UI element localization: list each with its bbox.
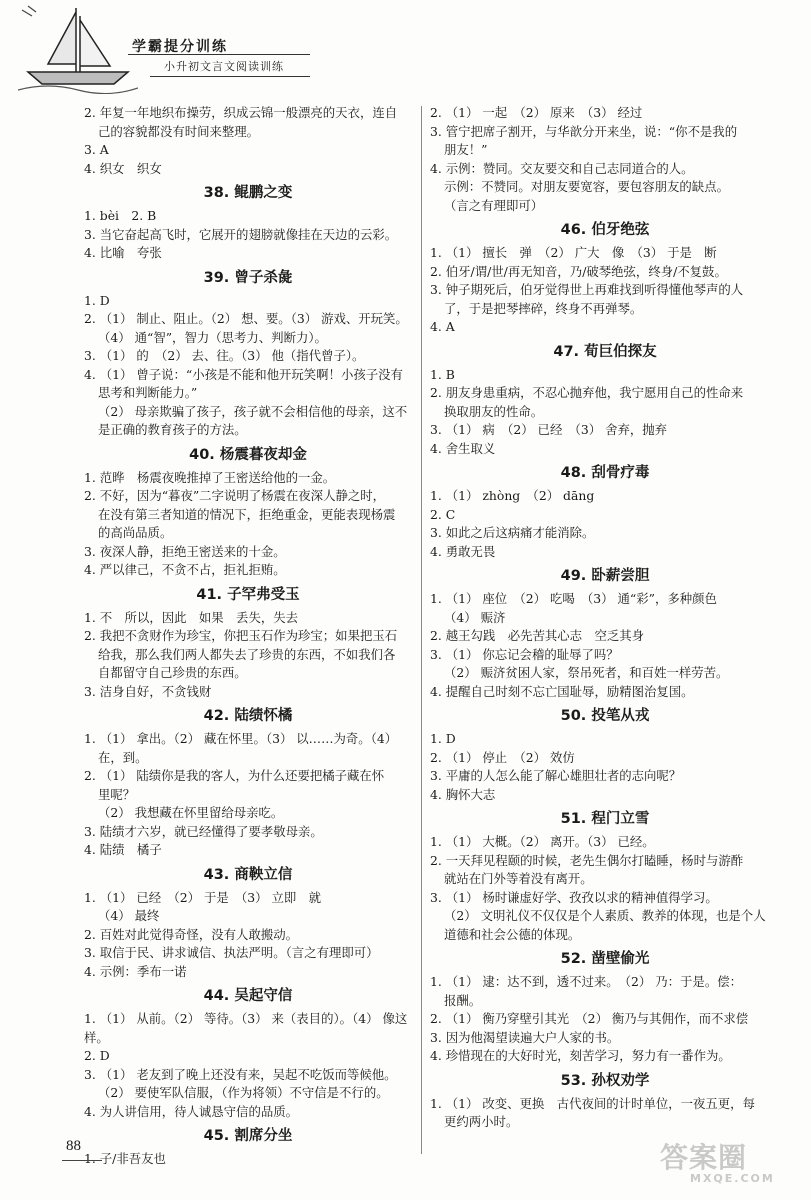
book-subtitle: 小升初文言文阅读训练 <box>164 60 284 73</box>
answer-line: 1. （1） zhòng （2） dāng <box>430 488 595 503</box>
answer-line: 4. 比喻 夸张 <box>84 245 162 260</box>
answer-line: 2. 百姓对此觉得奇怪，没有人敢搬动。 <box>84 926 299 942</box>
answer-line: 3. 管宁把席子割开，与华歆分开来坐，说：“你不是我的 <box>430 123 738 139</box>
answer-line: 2. C <box>430 506 456 522</box>
answer-line: 4. A <box>430 319 455 334</box>
answer-line: 己的容貌都没有时间来整理。 <box>98 123 260 139</box>
answer-line: （2） 我想藏在怀里留给母亲吃。 <box>98 805 284 820</box>
answer-line: 2. 我把不贪财作为珍宝，你把玉石作为珍宝；如果把玉石 <box>84 628 398 643</box>
answer-line: 报酬。 <box>444 992 482 1008</box>
answer-line: 1. D <box>84 292 110 308</box>
section-title: 51. 程门立雪 <box>560 811 650 827</box>
section-title: 39. 曾子杀彘 <box>203 269 293 286</box>
answer-line: 在没有第三者知道的情况下，拒绝重金，更能表现杨震 <box>98 506 396 522</box>
answer-line: 3. （1） 的 （2） 去、往。（3） 他（指代曾子）。 <box>84 348 365 363</box>
section-title: 42. 陆绩怀橘 <box>203 708 293 724</box>
column-divider <box>421 106 422 1154</box>
answer-line: 给我，那么我们两人都失去了珍贵的东西，不如我们各 <box>98 646 396 662</box>
answer-line: 4. 舍生取义 <box>430 440 496 456</box>
answer-line: （4） 通“智”，智力（思考力、判断力）。 <box>98 329 327 345</box>
answer-line: 思考和判断能力。” <box>98 385 198 400</box>
answer-line: 1. （1） 大概。（2） 离开。（3） 已经。 <box>430 834 655 849</box>
answer-line: 2. 一天拜见程颐的时候，老先生偶尔打瞌睡，杨时与游酢 <box>430 852 744 868</box>
answer-line: 3. 如此之后这病痛才能消除。 <box>430 525 595 540</box>
answer-line: 2. （1） 一起 （2） 原来 （3） 经过 <box>430 105 643 120</box>
section-title: 52. 凿壁偷光 <box>560 951 650 967</box>
answer-line: 就站在门外等着没有离开。 <box>444 871 593 886</box>
answer-line: 1. bèi 2. B <box>84 208 157 223</box>
answer-line: 自都留守自己珍贵的东西。 <box>98 665 247 680</box>
watermark-text: 答案圈 <box>660 1141 748 1174</box>
section-title: 49. 卧薪尝胆 <box>560 568 650 584</box>
answer-line: 1. （1） 座位 （2） 吃喝 （3） 通“彩”，多种颜色 <box>430 591 717 606</box>
header-divider <box>150 76 310 77</box>
answer-line: 4. 严以律己，不贪不占，拒礼拒贿。 <box>84 562 286 577</box>
answer-line: 2. 伯牙/谓/世/再无知音，乃/破琴绝弦，终身/不复鼓。 <box>430 263 727 279</box>
page-number-rule <box>62 1160 102 1161</box>
section-title: 53. 孙权劝学 <box>560 1072 650 1089</box>
answer-line: 1. （1） 已经 （2） 于是 （3） 立即 就 <box>84 889 322 905</box>
answer-line: 是正确的教育孩子的方法。 <box>98 422 247 437</box>
answer-line: 2. 朋友身患重病，不忍心抛弃他，我宁愿用自己的性命来 <box>430 385 744 400</box>
answer-line: 1. （1） 拿出。（2） 藏在怀里。（3） 以……为奇。（4） <box>84 731 398 746</box>
section-title: 48. 刮骨疗毒 <box>560 465 650 481</box>
series-title: 学霸提分训练 <box>132 39 228 55</box>
answer-line: 4. 提醒自己时刻不忘亡国耻辱，励精图治复国。 <box>430 683 694 699</box>
answer-line: 3. A <box>84 142 109 157</box>
answer-line: 更约两小时。 <box>444 1114 519 1129</box>
answer-line: （2） 文明礼仪不仅仅是个人素质、教养的体现，也是个人 <box>444 908 766 923</box>
answer-line: 换取朋友的性命。 <box>444 403 544 419</box>
answer-line: 3. （1） 病 （2） 已经 （3） 舍弃，抛弃 <box>430 422 668 437</box>
answer-line: （2） 母亲欺骗了孩子，孩子就不会相信他的母亲，这不 <box>98 403 408 419</box>
answer-line: 2. D <box>84 1048 110 1063</box>
section-title: 44. 吴起守信 <box>203 988 293 1004</box>
answer-line: 1. （1） 从前。（2） 等待。（3） 来（表目的）。（4） 像这样。 <box>84 1011 408 1045</box>
answer-line: 里呢？ <box>98 786 136 802</box>
answer-line: 1. 不 所以，因此 如果 丢失，失去 <box>84 609 299 625</box>
section-title: 41. 子罕弗受玉 <box>196 586 300 603</box>
answer-line: 4. （1） 曾子说：“小孩是不能和他开玩笑啊！小孩子没有 <box>84 366 403 382</box>
answer-line: （4） 最终 <box>98 908 160 923</box>
answer-line: 的高尚品质。 <box>98 525 173 540</box>
answer-line: 2. （1） 停止 （2） 效仿 <box>430 749 575 765</box>
answer-line: 朋友！” <box>444 142 488 157</box>
answer-line: 了，于是把琴摔碎，终身不再弹琴。 <box>444 300 643 316</box>
left-answer-column <box>84 104 412 1169</box>
answer-line: 4. 示例：赞同。交友要交和自己志同道合的人。 <box>430 160 694 176</box>
answer-line: 3. 取信于民、讲求诚信、执法严明。（言之有理即可） <box>84 945 379 960</box>
page-number: 88 <box>66 1138 81 1154</box>
header-divider <box>128 54 310 55</box>
sailboat-icon <box>18 2 138 94</box>
watermark-logo <box>660 1136 775 1185</box>
answer-line: 3. 平庸的人怎么能了解心雄胆壮者的志向呢？ <box>430 768 682 783</box>
answer-line: 4. 为人讲信用，待人诚恳守信的品质。 <box>84 1103 299 1119</box>
answer-line: 4. 示例：季布一诺 <box>84 963 187 979</box>
answer-line: 3. 钟子期死后，伯牙觉得世上再难找到听得懂他琴声的人 <box>430 282 744 297</box>
answer-line: 3. 洁身自好，不贪钱财 <box>84 683 212 699</box>
answer-line: 4. 织女 织女 <box>84 160 162 176</box>
answer-line: （2） 要使军队信服，（作为将领）不守信是不行的。 <box>98 1085 389 1100</box>
answer-line: 1. （1） 擅长 弹 （2） 广大 像 （3） 于是 断 <box>430 245 717 260</box>
section-title: 45. 割席分坐 <box>203 1128 293 1144</box>
section-title: 43. 商鞅立信 <box>203 866 293 883</box>
answer-line: 4. 胸怀大志 <box>430 786 496 802</box>
answer-line: 3. 因为他渴望读遍大户人家的书。 <box>430 1029 620 1045</box>
answer-line: 2. （1） 制止、阻止。（2） 想、要。（3） 游戏、开玩笑。 <box>84 311 408 326</box>
answer-line: 2. 不好，因为“暮夜”二字说明了杨震在夜深人静之时， <box>84 488 386 503</box>
answer-line: 2. 越王勾践 必先苦其心志 空乏其身 <box>430 628 645 643</box>
answer-line: 2. 年复一年地织布操劳，织成云锦一般漂亮的天衣，连自 <box>84 105 398 120</box>
page-header <box>0 0 811 100</box>
answer-line: （2） 赈济贫困人家，祭吊死者，和百姓一样劳苦。 <box>444 665 729 680</box>
answer-line: （4） 赈济 <box>444 609 506 625</box>
section-title: 38. 鲲鹏之变 <box>203 185 293 201</box>
answer-line: 道德和社会公德的体现。 <box>444 926 581 942</box>
answer-line: 2. （1） 陆绩你是我的客人，为什么还要把橘子藏在怀 <box>84 768 385 783</box>
section-title: 46. 伯牙绝弦 <box>560 222 650 238</box>
section-title: 47. 荀巨伯探友 <box>553 343 657 360</box>
section-title: 50. 投笔从戎 <box>560 708 650 724</box>
answer-line: 3. （1） 老友到了晚上还没有来，吴起不吃饭而等候他。 <box>84 1066 397 1082</box>
answer-line: 1. 子/非吾友也 <box>84 1151 166 1166</box>
answer-line: 4. 珍惜现在的大好时光，刻苦学习，努力有一番作为。 <box>430 1048 731 1063</box>
watermark-url: MXQE.COM <box>690 1172 775 1185</box>
answer-line: 4. 勇敢无畏 <box>430 543 496 559</box>
right-answer-column <box>430 104 780 1132</box>
answer-line: 1. 范晔 杨震夜晚推掉了王密送给他的一金。 <box>84 469 336 485</box>
answer-line: 3. （1） 杨时谦虚好学、孜孜以求的精神值得学习。 <box>430 889 718 905</box>
answer-line: 2. （1） 衡乃穿壁引其光 （2） 衡乃与其佣作，而不求偿 <box>430 1011 749 1026</box>
answer-line: 在，到。 <box>98 749 148 765</box>
answer-line: 1. （1） 逮：达不到，透不过来。 （2） 乃：于是。偿： <box>430 974 742 989</box>
section-title: 40. 杨震暮夜却金 <box>189 446 307 463</box>
answer-line: （言之有理即可） <box>444 197 544 213</box>
answer-line: 1. （1） 改变、更换 古代夜间的计时单位，一夜五更，每 <box>430 1095 755 1111</box>
answer-line: 示例：不赞同。对朋友要宽容，要包容朋友的缺点。 <box>444 179 729 194</box>
answer-line: 1. D <box>430 731 456 746</box>
answer-line: 3. 夜深人静，拒绝王密送来的十金。 <box>84 543 286 559</box>
answer-line: 1. B <box>430 366 455 382</box>
answer-line: 3. 当它奋起高飞时，它展开的翅膀就像挂在天边的云彩。 <box>84 226 398 242</box>
answer-line: 3. （1） 你忘记会稽的耻辱了吗？ <box>430 646 619 662</box>
answer-line: 4. 陆绩 橘子 <box>84 842 162 857</box>
answer-line: 3. 陆绩才六岁，就已经懂得了要孝敬母亲。 <box>84 823 323 839</box>
